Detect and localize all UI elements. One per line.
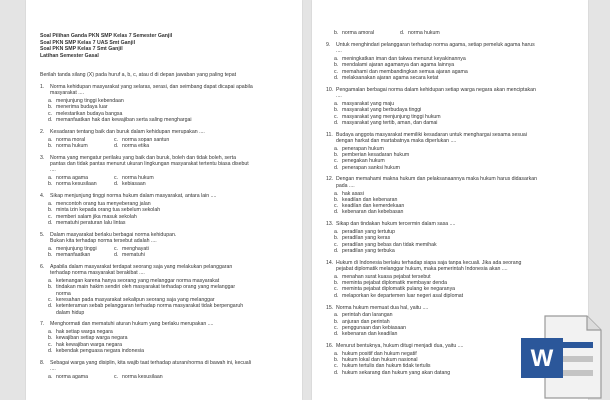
option-text: norma kesusilaan: [122, 373, 163, 380]
option-text: hukum positif dan hukum negatif: [342, 350, 417, 357]
option-letter: c.: [334, 68, 339, 75]
option-text: penegakan hukum: [342, 158, 385, 165]
option-letter: b.: [48, 207, 53, 214]
option-letter: c.: [334, 158, 339, 165]
question-text: ....: [50, 366, 56, 373]
instruction-text: Berilah tanda silang (X) pada huruf a, b, c, atau d di depan jawaban yang paling tepat: [40, 72, 237, 78]
option-text: keresahan pada masyarakat sekalipun seorang saja yang melanggar: [56, 296, 215, 303]
option-text: keadilan dan kemerdekaan: [342, 203, 405, 210]
question-text: ....: [50, 167, 56, 174]
option-letter: d.: [334, 292, 339, 299]
question-text: ....: [336, 93, 342, 100]
option-text: peradilan yang keras: [342, 235, 391, 242]
question-text: Bukan kita terhadap norma tersebut adalah ....: [50, 238, 157, 244]
question-number: 13.: [326, 221, 334, 228]
option-letter: a.: [48, 201, 53, 207]
option-text: norma hukum: [56, 142, 88, 149]
option-text: kewajiban setiap warga negara: [56, 335, 128, 342]
option-letter: d.: [334, 75, 339, 81]
question-text: Sebagai warga yang disiplin, kita wajib taat terhadap aturan/norma di bawah ini, kecuali: [50, 359, 251, 366]
option-letter: a.: [48, 245, 53, 252]
option-text: memberi salam jika masuk sekolah: [56, 213, 137, 220]
question-text: Untuk menghindari pelanggaran terhadap norma agama, setiap pemeluk agama harus: [336, 42, 535, 48]
option-letter: a.: [334, 350, 339, 357]
option-text: masyarakat yang maju: [342, 100, 395, 107]
question-number: 3.: [40, 154, 45, 161]
question-number: 9.: [326, 42, 331, 48]
option-text: norma: [56, 290, 71, 297]
option-letter: c.: [334, 203, 339, 210]
option-letter: a.: [48, 136, 53, 143]
option-letter: c.: [334, 324, 339, 331]
option-text: hak asasi: [342, 190, 364, 197]
option-letter: b.: [334, 62, 339, 69]
option-letter: b.: [334, 30, 339, 36]
option-text: norma amoral: [342, 30, 375, 36]
option-letter: d.: [48, 219, 53, 226]
question-text: Dengan memahami makna hukum dan pelaksanaannya maka hukum harus didasarkan: [336, 176, 537, 183]
question-text: Norma kehidupan masyarakat yang selaras, serasi, dan seimbang dapat dicapai apabila: [50, 84, 253, 90]
option-text: peradilan yang bebas dan tidak memihak: [342, 241, 437, 248]
option-text: penerapan sanksi hukum: [342, 164, 400, 171]
question-number: 16.: [326, 343, 334, 349]
option-text: norma sopan santun: [122, 136, 170, 143]
question-number: 8.: [40, 359, 45, 366]
option-letter: b.: [48, 335, 53, 342]
option-letter: d.: [48, 303, 53, 310]
question-number: 5.: [40, 231, 45, 238]
option-text: keadilan dan kebenaran: [342, 196, 398, 203]
option-letter: a.: [48, 373, 53, 380]
header-line: Soal PKN SMP Kelas 7 UAS Smt Ganjil: [40, 39, 136, 46]
option-text: norma agama: [56, 175, 89, 182]
option-letter: d.: [334, 331, 339, 338]
option-text: meminta pejabat diplomatik pulang ke negaranya: [342, 286, 456, 293]
question-text: Menurut bentuknya, hukum ditugi menjadi dua, yaitu ....: [336, 343, 464, 349]
option-text: mencontoh orang tua menyeberang jalan: [56, 201, 151, 207]
option-text: memanfaatkan hak dan kewajiban serta saling menghargai: [56, 117, 192, 123]
option-letter: d.: [334, 164, 339, 171]
option-letter: c.: [114, 373, 119, 380]
question-number: 14.: [326, 259, 334, 266]
option-letter: b.: [334, 196, 339, 203]
question-number: 4.: [40, 193, 45, 200]
question-number: 7.: [40, 321, 45, 328]
question-text: masyarakat ....: [50, 90, 85, 97]
option-letter: d.: [114, 181, 119, 188]
option-letter: c.: [334, 286, 339, 293]
option-text: mematuhi peraturan lalu lintas: [56, 219, 126, 226]
option-letter: d.: [334, 119, 339, 126]
option-text: kebenaran dan kebebasan: [342, 209, 404, 216]
question-text: Norma yang mengatur perilaku yang baik dan buruk, boleh dan tidak boleh, serta: [50, 154, 237, 161]
option-letter: a.: [334, 273, 339, 280]
option-text: norma hukum: [408, 30, 440, 36]
question-text: Apabila dalam masyarakat terdapat seorang saja yang melakukan pelanggaran: [50, 263, 233, 270]
option-letter: b.: [48, 181, 53, 188]
word-document-icon: [515, 308, 605, 400]
option-letter: d.: [48, 117, 53, 123]
option-letter: d.: [114, 252, 119, 259]
option-letter: c.: [48, 110, 53, 117]
document-page-left: [26, 0, 302, 400]
option-text: peradilan yang tertutup: [342, 229, 396, 235]
question-number: 12.: [326, 176, 334, 183]
question-text: Sikap dan tindakan hukum tercermin dalam sasa ....: [336, 221, 456, 228]
question-number: 6.: [40, 263, 45, 270]
header-line: Latihan Semester Gasal: [40, 52, 99, 59]
question-text: pada ....: [336, 182, 355, 189]
question-text: dengan harkat dan martabatnya maka diperlukan ....: [336, 137, 457, 144]
option-text: norma kesusilaan: [56, 181, 97, 188]
option-letter: d.: [114, 142, 119, 149]
question-text: Dalam masyarakat berlaku berbagai norma kehidupan.: [50, 231, 177, 238]
option-letter: c.: [114, 245, 119, 252]
option-letter: b.: [48, 142, 53, 149]
option-text: penerapan hukum: [342, 145, 384, 152]
option-text: norma etika: [122, 142, 150, 149]
option-text: kebiasaan: [122, 181, 146, 188]
option-letter: a.: [334, 229, 339, 235]
option-text: melaksanakan ajaran agama secara ketat: [342, 75, 439, 81]
header-line: Soal Pilihan Ganda PKN SMP Kelas 7 Semester Ganjil: [40, 33, 173, 39]
option-text: peradilan yang terbuka: [342, 247, 395, 254]
question-text: terhadap norma masyarakat berakibat ....: [50, 270, 145, 277]
option-text: perintah dan larangan: [342, 312, 393, 319]
option-text: norma moral: [56, 136, 86, 143]
option-letter: b.: [334, 280, 339, 287]
question-text: Budaya anggota masyarakat memiliki kesadaran untuk menghargai sesama sesuai: [336, 131, 527, 138]
question-text: ....: [336, 48, 342, 55]
option-letter: c.: [334, 363, 339, 370]
option-text: menghayati: [122, 245, 149, 252]
option-text: hukum tertulis dan hukum tidak tertulis: [342, 363, 431, 370]
question-number: 15.: [326, 304, 334, 311]
option-letter: a.: [334, 100, 339, 107]
option-letter: a.: [334, 312, 339, 319]
option-letter: b.: [334, 318, 339, 325]
option-text: menjunjung tinggi: [56, 245, 97, 252]
option-text: norma hukum: [122, 175, 154, 182]
option-letter: a.: [334, 190, 339, 197]
option-letter: b.: [334, 235, 339, 242]
option-text: kebenaran dan keadilan: [342, 331, 398, 338]
question-text: Sikap menjunjung tinggi norma hukum dalam masyarakat, antara lain ....: [50, 193, 217, 200]
option-text: hukum sekarang dan hukum yang akan datang: [342, 369, 451, 376]
option-text: hak kewajiban warga negara: [56, 341, 123, 348]
question-text: Hukum di Indonesia berlaku terhadap siapa saja tanpa kecuali. Jika ada seorang: [336, 259, 522, 266]
option-letter: a.: [48, 98, 53, 105]
option-letter: c.: [114, 175, 119, 182]
option-letter: a.: [48, 278, 53, 284]
option-text: ketenteraman sebab pelanggaran terhadap norma masyarakat tidak berpengaruh: [56, 303, 244, 310]
question-number: 2.: [40, 128, 45, 135]
option-letter: d.: [48, 348, 53, 354]
option-letter: d.: [400, 30, 405, 36]
option-text: meningkatkan iman dan takwa menurut keyakinannya: [342, 56, 466, 63]
option-text: masyarakat yang berbudaya tinggi: [342, 107, 422, 114]
option-letter: d.: [334, 369, 339, 376]
question-text: Pengamalan berbagai norma dalam kehidupan setiap warga negara akan menciptakan: [336, 86, 536, 93]
option-text: masyarakat yang menjunjung tinggi hukum: [342, 113, 441, 120]
option-text: menahan surat kuasa pejabat tersebut: [342, 273, 431, 280]
option-text: mendalami ajaran agamanya dan agama lainnya: [342, 62, 455, 69]
option-letter: c.: [48, 341, 53, 348]
option-letter: b.: [48, 104, 53, 111]
question-number: 1.: [40, 84, 45, 90]
option-letter: c.: [334, 241, 339, 248]
option-letter: c.: [114, 136, 119, 143]
option-text: kebendak penguasa negara indonesia: [56, 348, 144, 354]
option-text: pemberian kesadaran hukum: [342, 152, 410, 158]
option-text: melestarikan budaya bangsa: [56, 110, 123, 117]
option-letter: b.: [334, 357, 339, 364]
option-text: melaporkan ke departemen luar negeri asal diplomat: [342, 292, 464, 299]
option-letter: a.: [334, 145, 339, 152]
option-text: norma agama: [56, 373, 89, 380]
option-letter: b.: [48, 252, 53, 259]
option-letter: d.: [334, 209, 339, 216]
option-text: menerima budaya luar: [56, 104, 108, 111]
question-text: pejabat diplomatik melanggar hukum, maka pemerintah Indonesia akan ....: [336, 266, 508, 272]
option-text: meminta pejabat diplomatik membayar denda: [342, 280, 447, 287]
option-text: hak setiap warga negara: [56, 329, 113, 336]
option-letter: a.: [48, 329, 53, 336]
option-text: menjunjung tinggi kebendaan: [56, 98, 124, 105]
question-number: 11.: [326, 131, 333, 138]
option-letter: d.: [334, 247, 339, 254]
option-letter: b.: [48, 284, 53, 291]
question-text: Kesadaran tentang baik dan buruk dalam kehidupan merupakan ....: [50, 128, 205, 135]
question-text: Norma hukum memuat dua hal, yaitu ....: [336, 304, 429, 311]
option-text: ketenangan karena hanya seorang yang melanggar norma masyarakat: [56, 278, 220, 284]
option-letter: b.: [334, 107, 339, 114]
word-letter: W: [530, 345, 554, 372]
option-text: anjuran dan perintah: [342, 318, 390, 325]
option-letter: a.: [48, 175, 53, 182]
option-text: memanfaatkan: [56, 252, 91, 259]
option-text: masyarakat yang tertib, aman, dan damai: [342, 119, 438, 126]
option-letter: a.: [334, 56, 339, 63]
option-text: minta izin kepada orang tua sebelum sekolah: [56, 207, 161, 214]
option-text: dalam hidup: [56, 309, 85, 316]
option-text: penggunaan dan kebiasaan: [342, 324, 407, 331]
option-text: memahami dan membandingkan semua ajaran agama: [342, 68, 468, 75]
question-number: 10.: [326, 86, 334, 93]
option-letter: c.: [48, 213, 53, 220]
question-text: Menghormati dan mematuhi aturan hukum yang berlaku merupakan ....: [50, 321, 214, 328]
option-letter: b.: [334, 152, 339, 158]
option-text: hukum lokal dan hukum nasional: [342, 357, 418, 364]
option-letter: c.: [334, 113, 339, 120]
question-text: pantas dan tidak pantas menurut ukuran lingkungan masyarakat tertentu biasa disebut: [50, 161, 249, 167]
header-line: Soal PKN SMP Kelas 7 Smt Ganjil: [40, 46, 123, 53]
option-text: mematuhi: [122, 252, 145, 259]
option-letter: c.: [48, 296, 53, 303]
option-text: tindakan main hakim sendiri oleh masyarakat terhadap orang yang melanggar: [56, 284, 236, 291]
